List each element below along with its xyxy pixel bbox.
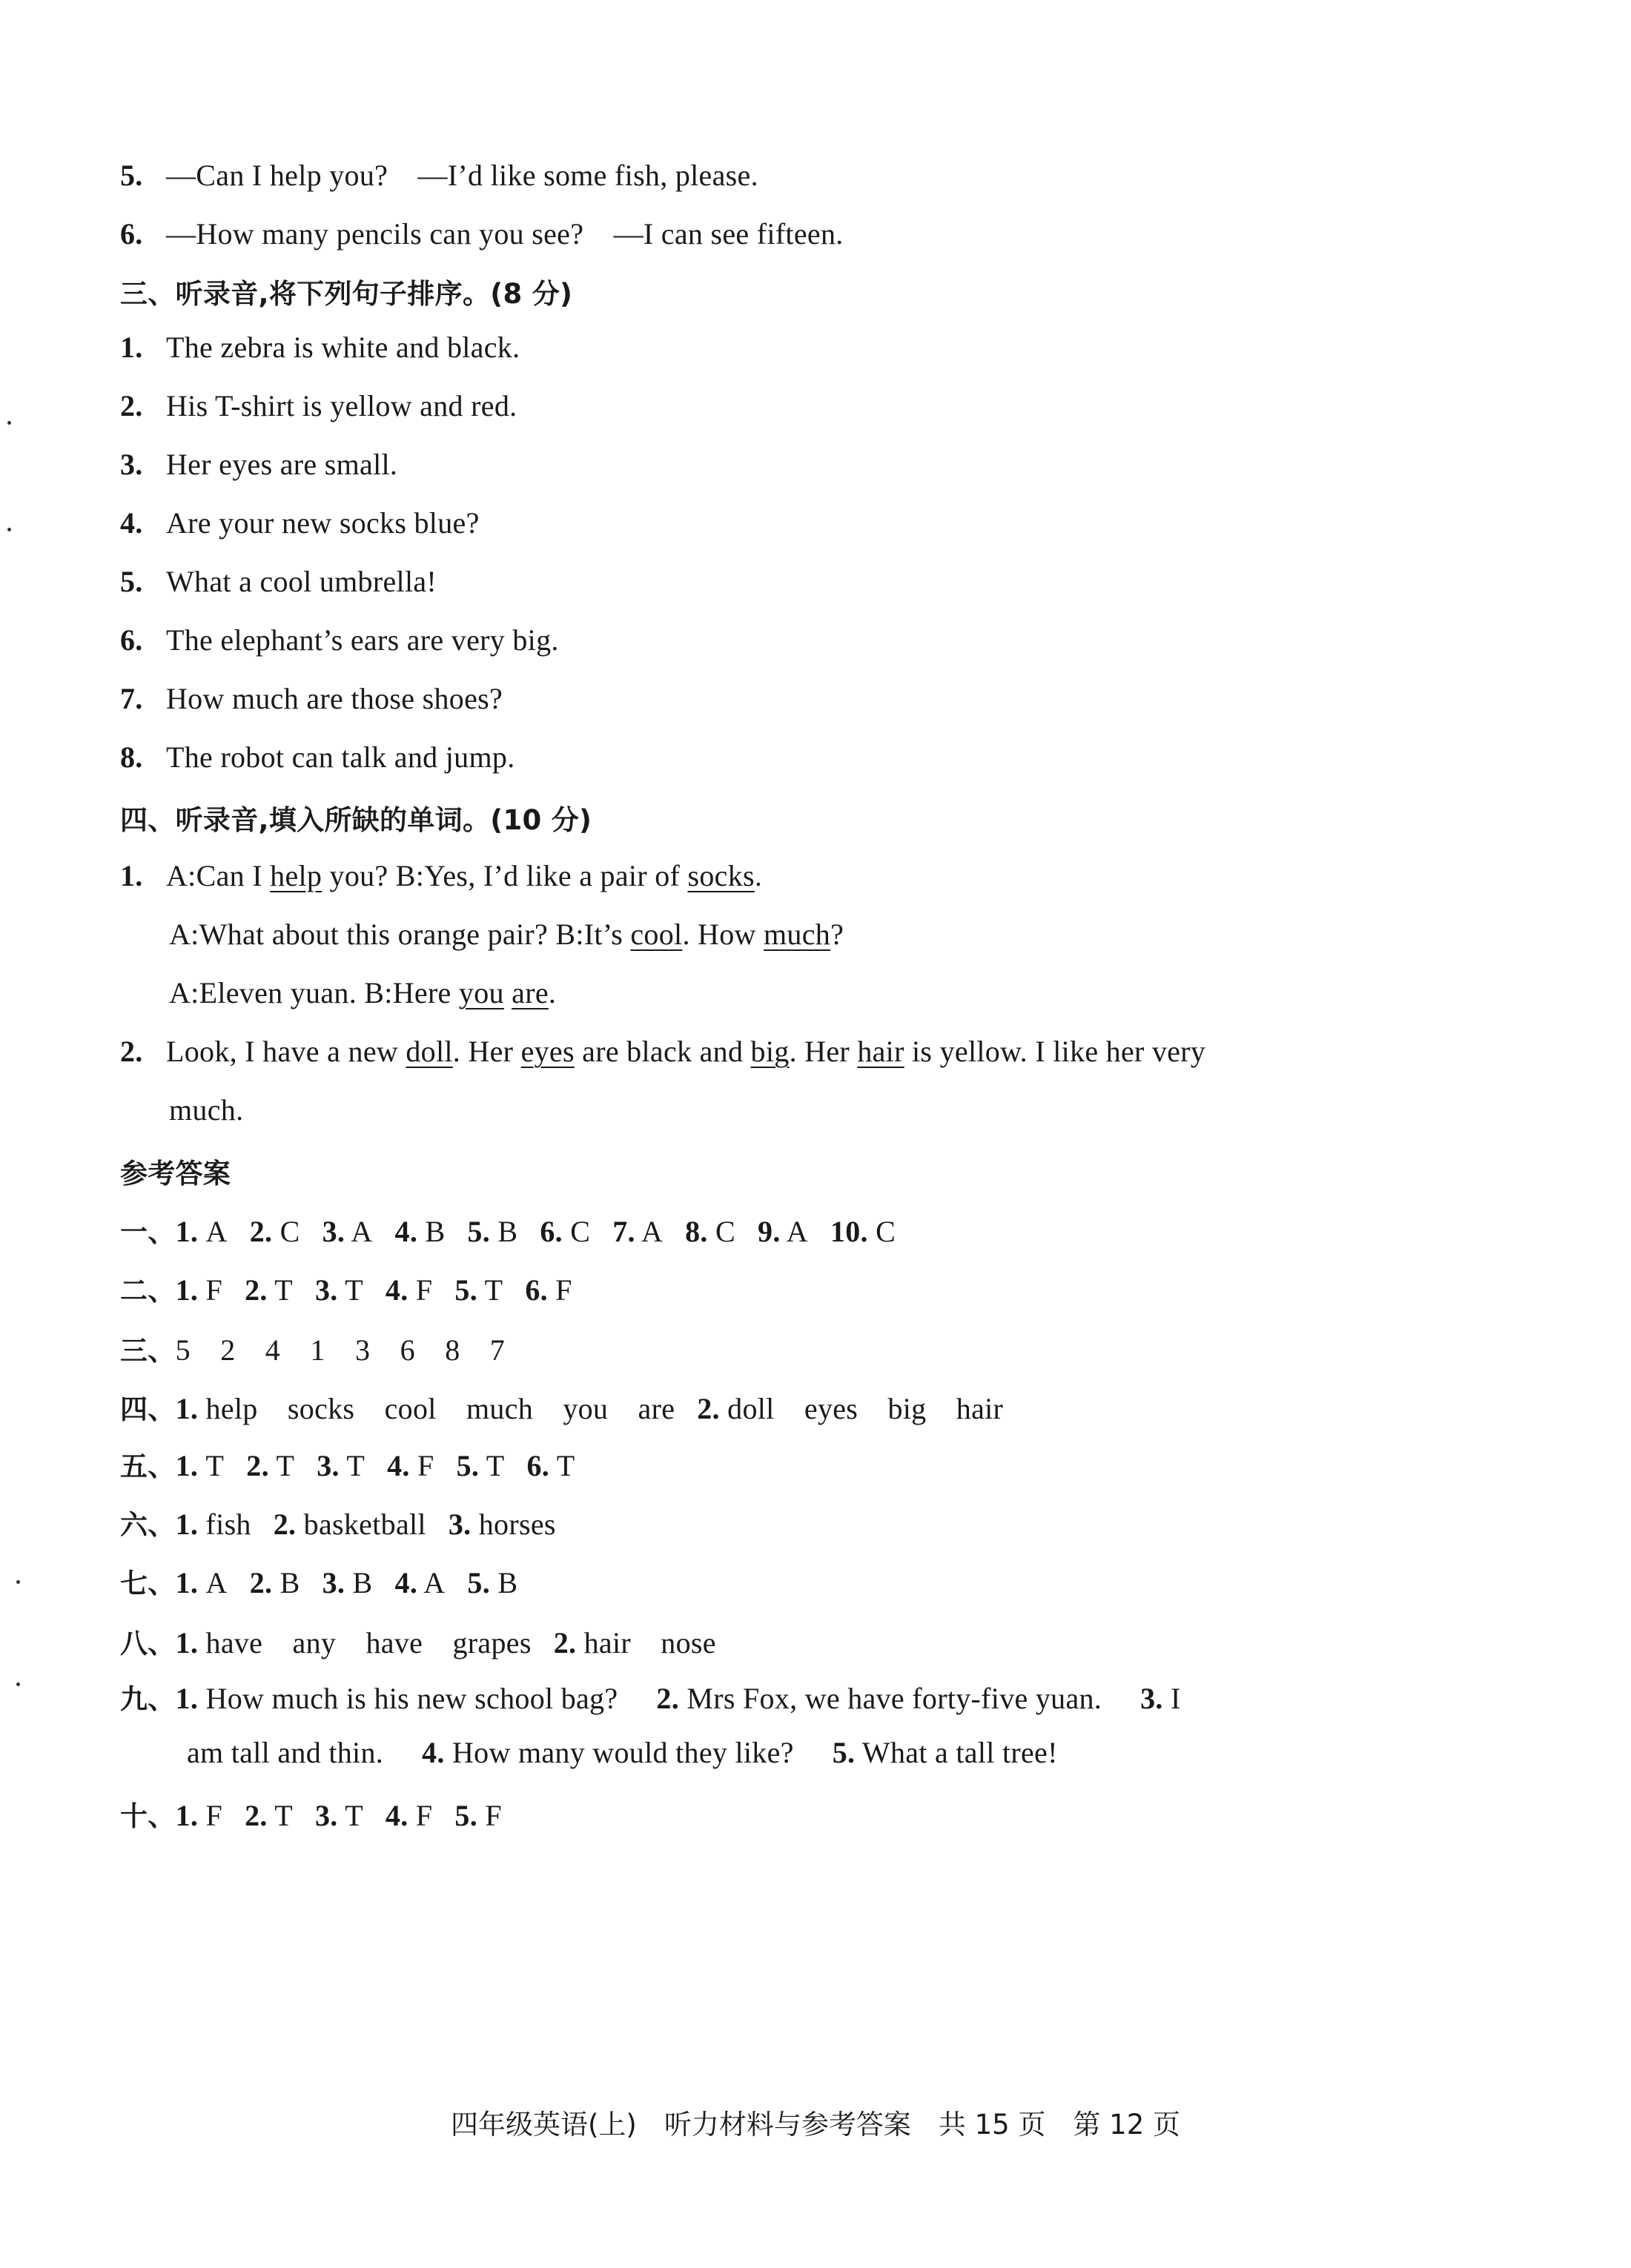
s2-item-6: 6. —How many pencils can you see? —I can see fifteen. [120,217,844,251]
s3-item: 6. The elephant’s ears are very big. [120,623,559,657]
blank-answer: are [512,976,549,1009]
s2-item-5: 5. —Can I help you? —I’d like some fish, please. [120,159,758,192]
answer-row-9-line-2: am tall and thin. 4. How many would they like? 5. What a tall tree! [187,1736,1058,1769]
answer-row-6: 六、1. fish 2. basketball 3. horses [120,1508,556,1541]
scan-speck [7,421,11,425]
answer-row-7: 七、1. A 2. B 3. B 4. A 5. B [120,1566,518,1599]
blank-answer: you [458,976,504,1009]
answer-row-8: 八、1. have any have grapes 2. hair nose [120,1626,716,1659]
s3-item: 5. What a cool umbrella! [120,565,437,598]
answer-row-5: 五、1. T 2. T 3. T 4. F 5. T 6. T [120,1449,575,1482]
s4-item-1-line-1: 1. A:Can I help you? B:Yes, I’d like a pair of socks. [120,859,763,892]
section-4-heading: 四、听录音,填入所缺的单词。(10 分) [120,804,592,836]
scan-speck [7,528,11,531]
s4-item-2-line-2: much. [169,1093,244,1127]
s4-item-1-line-2: A:What about this orange pair? B:It’s cool. How much? [169,918,844,951]
blank-answer: much [764,918,831,951]
answer-row-3: 三、5 2 4 1 3 6 8 7 [120,1333,506,1367]
blank-answer: help [270,859,322,892]
blank-answer: hair [857,1035,904,1068]
s3-item: 2. His T-shirt is yellow and red. [120,389,517,422]
s3-item: 4. Are your new socks blue? [120,506,480,540]
blank-answer: eyes [520,1035,575,1068]
blank-answer: cool [630,918,683,951]
scan-speck [16,1580,20,1584]
s4-item-1-line-3: A:Eleven yuan. B:Here you are. [169,976,557,1009]
page-footer: 四年级英语(上) 听力材料与参考答案 共 15 页 第 12 页 [450,2109,1181,2141]
s3-item: 8. The robot can talk and jump. [120,740,515,774]
blank-answer: doll [406,1035,453,1068]
s3-item: 3. Her eyes are small. [120,448,398,481]
blank-answer: socks [687,859,755,892]
scan-speck [16,1682,20,1686]
answer-row-10: 十、1. F 2. T 3. T 4. F 5. F [120,1799,502,1832]
answer-row-9-line-1: 九、1. How much is his new school bag? 2. Mrs Fox, we have forty-five yuan. 3. I [120,1682,1181,1715]
answers-heading: 参考答案 [120,1158,231,1190]
s3-item: 1. The zebra is white and black. [120,331,520,364]
answer-row-2: 二、1. F 2. T 3. T 4. F 5. T 6. F [120,1273,572,1307]
answer-row-4: 四、1. help socks cool much you are 2. doll eyes big hair [120,1392,1004,1425]
section-3-heading: 三、听录音,将下列句子排序。(8 分) [120,278,573,310]
s3-item: 7. How much are those shoes? [120,682,503,715]
answer-row-1: 一、1. A 2. C 3. A 4. B 5. B 6. C 7. A 8. C 9. A 10. C [120,1215,896,1248]
s4-item-2-line-1: 2. Look, I have a new doll. Her eyes are black and big. Her hair is yellow. I like her very [120,1035,1206,1068]
blank-answer: big [750,1035,790,1068]
